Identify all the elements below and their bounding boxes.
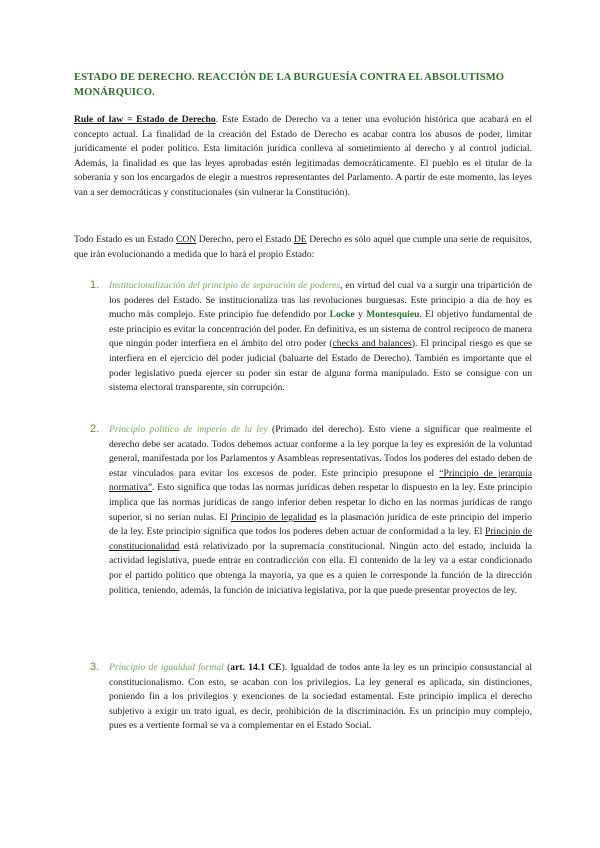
list-item-text xyxy=(109,279,532,396)
list-item-text xyxy=(109,661,532,734)
author-montesquieu: Montesquieu xyxy=(366,309,420,321)
checks-and-balances-term: checks and balances xyxy=(332,338,412,350)
item-text: es la plasmación jurídica de este principio del imperio de la ley. Este principio significa que todos los poderes deben actuar de conformidad a la ley. El xyxy=(109,511,532,538)
document-title: ESTADO DE DERECHO. REACCIÓN DE LA BURGUESÍA CONTRA EL ABSOLUTISMO MONÁRQUICO. xyxy=(74,72,505,98)
item-text: está relativizado por la supremacía constitucional. Ningún acto del estado, incluida la actividad legislativa, puede entrar en contradicción con ella. El contenido de la ley va a estar condicionado por el partido político que obtenga la mayoría, ya que es a quien le corresponde la función de la dirección política, teniendo, además, la función de iniciativa legislativa, por la que puede presentar proyectos de ley. xyxy=(109,540,532,596)
state-text-b: Derecho, pero el Estado xyxy=(196,234,294,245)
state-paragraph xyxy=(74,233,532,262)
item-text: (Primado del derecho). Esto viene a significar que realmente el derecho debe ser acatado. Todos debemos actuar conforme a la ley porque la ley es expresión de la voluntad general, manifestada por los Parlamentos y Asambleas representativas. Todos los poderes del estado deben de estar vinculados para evitar los excesos de poder. Este principio presupone el xyxy=(109,424,532,479)
item-text: . Esto significa que todas las normas jurídicas deben respetar lo dispuesto en la ley. Este principio implica que las normas jurídicas de rango inferior deben respetar lo dicho en las normas jurídicas de rango superior, si no serían nulas. El xyxy=(109,482,532,523)
jerarquia-term: “Principio de jerarquía normativa” xyxy=(109,467,532,494)
list-number: 3. xyxy=(90,661,100,673)
list-item-text xyxy=(109,423,532,598)
item-text: y xyxy=(354,309,367,321)
list-number: 2. xyxy=(90,423,100,435)
state-text-a: Todo Estado es un Estado xyxy=(74,234,177,245)
rule-of-law-term: Rule of law = Estado de Derecho xyxy=(74,114,216,125)
article-reference: art. 14.1 CE xyxy=(230,662,282,673)
intro-paragraph xyxy=(74,113,532,201)
de-term: DE xyxy=(293,234,307,245)
author-locke: Locke xyxy=(329,309,355,321)
item-text: . El objetivo fundamental de este principio es evitar la concentración del poder. En definitiva, es un sistema de control recíproco de manera que ningún poder interfiera en el ámbito del otro poder ( xyxy=(109,309,533,350)
item-text: ). El principal riesgo es que se interfiera en el ejercicio del poder judicial (baluarte del Estado de Derecho). También es importante que el poder legislativo pueda ejercer su poder sin estar de alguna forma manipulado. Esto se consigue con un sistema electoral transparente, sin corrupción. xyxy=(109,338,533,394)
legalidad-term: Principio de legalidad xyxy=(230,511,317,523)
con-term: CON xyxy=(176,234,197,245)
list-number: 1. xyxy=(90,279,100,291)
principle-name: Principio de igualdad formal xyxy=(109,662,224,673)
state-text-c: Derecho es sólo aquel que cumple una serie de requisitos, que irán evolucionando a medida que lo hará el propio Estado: xyxy=(74,234,532,260)
item-text: ). Igualdad de todos ante la ley es un principio consustancial al constitucionalismo. Con esto, se acaban con los privilegios. La ley general es aplicada, sin distinciones, poniendo fin a los privilegios y exenciones de la sociedad estamental. Este principio implica el derecho subjetivo a exigir un trato igual, es decir, prohibición de la discriminación. Es un principio muy complejo, pues es a vertiente formal se va a complementar en el Estado Social. xyxy=(109,662,533,732)
constitucionalidad-term: Principio de constitucionalidad xyxy=(109,526,532,552)
item-text: , en virtud del cual va a surgir una tripartición de los poderes del Estado. Se institucionaliza tras las revoluciones burguesas. Este principio a día de hoy es mucho más complejo. Este principio fue defendido por xyxy=(109,280,532,321)
principle-name: Institucionalización del principio de separación de poderes xyxy=(109,280,341,291)
item-text: ( xyxy=(223,662,231,673)
intro-text: . Este Estado de Derecho va a tener una evolución histórica que acabará en el concepto actual. La finalidad de la creación del Estado de Derecho es acabar contra los abusos de poder, limitar jurídicamente el poder político. Esta limitación jurídica conlleva al sometimiento al derecho y al control judicial. Además, la finalidad es que las leyes aprobadas estén legitimadas democráticamente. El pueblo es el titular de la soberanía y son los encargados de elegir a nuestros representantes del Parlamento. A partir de este momento, las leyes van a ser democráticas y constitucionales (sin vulnerar la Constitución). xyxy=(74,114,532,198)
principle-name: Principio político de imperio de la ley xyxy=(109,424,268,435)
